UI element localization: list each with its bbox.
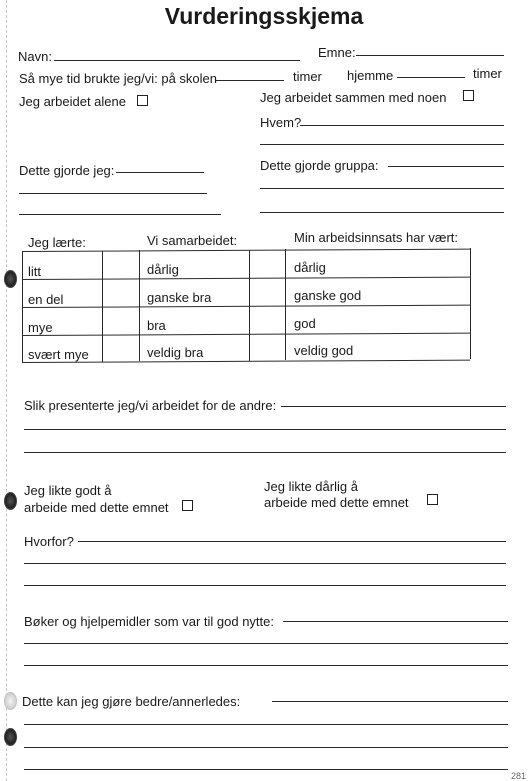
better-field-4[interactable] [24, 769, 508, 770]
cooperated-very-good-box[interactable] [250, 336, 284, 362]
books-field-1[interactable] [283, 621, 508, 622]
worked-alone-checkbox[interactable] [137, 95, 148, 106]
learned-little-box[interactable] [103, 252, 138, 279]
worked-together-checkbox[interactable] [463, 90, 474, 101]
who-field-1[interactable] [300, 125, 504, 126]
learned-header: Jeg lærte: [28, 235, 86, 250]
effort-option-good: god [294, 316, 316, 331]
did-me-field-2[interactable] [19, 193, 207, 194]
presentation-label: Slik presenterte jeg/vi arbeidet for de andre: [24, 398, 277, 413]
punch-hole [4, 492, 17, 510]
presentation-field-1[interactable] [281, 406, 506, 407]
did-me-field-3[interactable] [19, 214, 221, 215]
cooperated-option-fairly-good: ganske bra [147, 290, 212, 305]
time-label: Så mye tid brukte jeg/vi: på skolen [19, 71, 217, 86]
better-label: Dette kan jeg gjøre bedre/annerledes: [22, 694, 241, 709]
cooperated-poor-box[interactable] [250, 252, 284, 279]
form-title: Vurderingsskjema [164, 3, 364, 29]
cooperated-option-very-good: veldig bra [147, 345, 204, 360]
did-me-field-1[interactable] [116, 172, 204, 173]
did-group-field-2[interactable] [260, 188, 504, 189]
punch-hole [4, 270, 17, 288]
disliked-label-line1: Jeg likte dårlig å [264, 479, 358, 494]
worked-alone-label: Jeg arbeidet alene [19, 94, 126, 109]
learned-option-some: en del [28, 292, 64, 307]
cooperated-option-good: bra [147, 318, 166, 333]
did-group-field-1[interactable] [388, 166, 504, 167]
why-field-3[interactable] [24, 585, 506, 586]
subject-field[interactable] [356, 55, 504, 56]
books-label: Bøker og hjelpemidler som var til god nytte: [24, 614, 274, 629]
home-label: hjemme [347, 68, 394, 83]
why-field-1[interactable] [78, 541, 506, 542]
did-group-label: Dette gjorde gruppa: [260, 158, 379, 173]
name-label: Navn: [18, 49, 52, 64]
punch-hole [4, 692, 17, 710]
learned-very-much-box[interactable] [103, 336, 138, 362]
learned-much-box[interactable] [103, 308, 138, 335]
disliked-checkbox[interactable] [427, 494, 438, 505]
liked-label-line1: Jeg likte godt å [24, 483, 112, 498]
disliked-label-line2: arbeide med dette emnet [264, 495, 409, 510]
why-label: Hvorfor? [24, 534, 74, 549]
who-field-2[interactable] [260, 144, 504, 145]
subject-label: Emne: [318, 45, 356, 60]
learned-some-box[interactable] [103, 280, 138, 307]
did-me-label: Dette gjorde jeg: [19, 163, 115, 178]
worked-together-label: Jeg arbeidet sammen med noen [260, 90, 447, 105]
cooperated-fairly-good-box[interactable] [250, 280, 284, 307]
punch-hole [4, 728, 17, 746]
page-edge-shadow [0, 0, 7, 781]
home-hours-field[interactable] [397, 77, 465, 78]
timer-label-2: timer [473, 66, 502, 81]
effort-header: Min arbeidsinnsats har vært: [294, 230, 459, 245]
did-group-field-3[interactable] [260, 212, 504, 213]
liked-checkbox[interactable] [182, 500, 193, 511]
presentation-field-3[interactable] [24, 452, 506, 453]
school-hours-field[interactable] [216, 80, 284, 81]
name-field[interactable] [54, 60, 300, 61]
cooperated-good-box[interactable] [250, 308, 284, 335]
books-field-2[interactable] [24, 643, 508, 644]
why-field-2[interactable] [24, 563, 506, 564]
effort-option-fairly-good: ganske god [294, 288, 362, 303]
better-field-1[interactable] [272, 701, 508, 702]
timer-label-1: timer [293, 69, 322, 84]
learned-option-very-much: svært mye [28, 347, 89, 362]
page-number: 281 [510, 771, 526, 781]
effort-option-very-good: veldig god [294, 343, 354, 358]
liked-label-line2: arbeide med dette emnet [24, 500, 169, 515]
better-field-3[interactable] [24, 747, 508, 748]
cooperated-option-poor: dårlig [147, 262, 179, 277]
who-label: Hvem? [260, 115, 302, 130]
learned-option-much: mye [28, 320, 53, 335]
effort-option-poor: dårlig [294, 260, 326, 275]
learned-option-little: litt [28, 264, 41, 279]
better-field-2[interactable] [24, 724, 508, 725]
presentation-field-2[interactable] [24, 429, 506, 430]
books-field-3[interactable] [24, 665, 508, 666]
cooperated-header: Vi samarbeidet: [147, 233, 238, 248]
